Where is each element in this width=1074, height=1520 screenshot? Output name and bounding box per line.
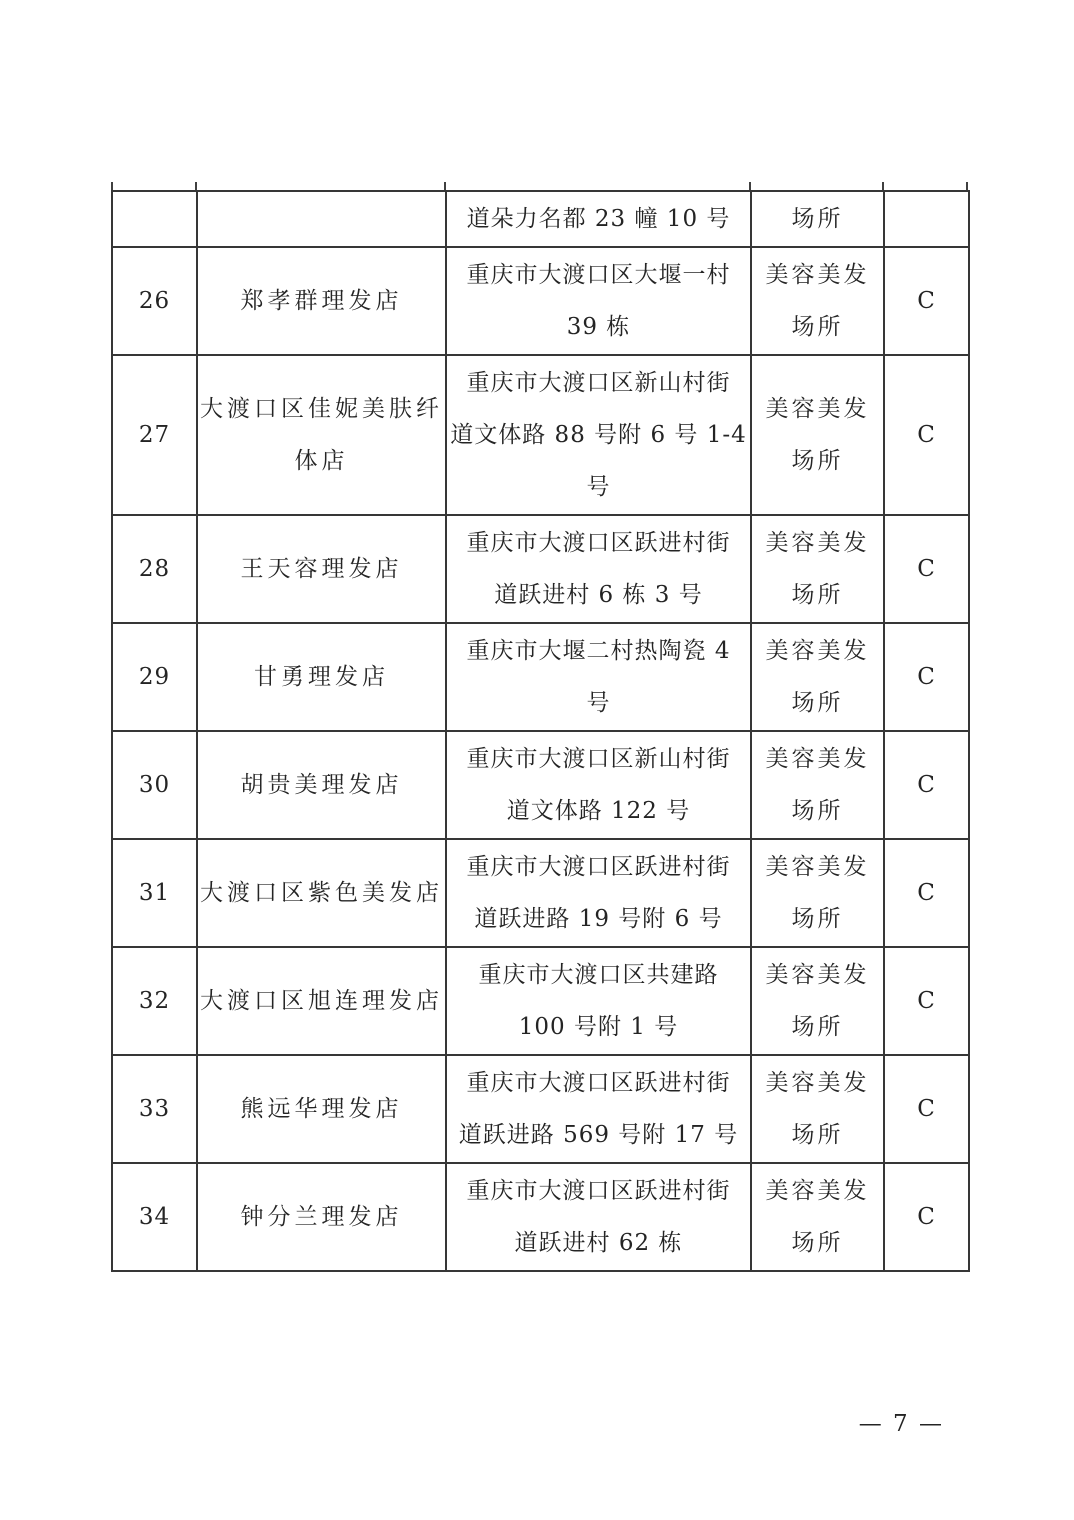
address-cell [446, 731, 751, 839]
venue-table [111, 190, 970, 1272]
name-cell [197, 623, 446, 731]
cell-line: 道跃进村 62 栋 [514, 1230, 683, 1256]
name-cell [197, 731, 446, 839]
grade-cell [884, 1055, 969, 1163]
grade-cell [884, 731, 969, 839]
grade-cell [884, 623, 969, 731]
cell-line: 道跃进路 19 号附 6 号 [474, 906, 723, 932]
table-row [112, 1163, 969, 1271]
cell-line: 道文体路 122 号 [506, 798, 691, 824]
type-cell [751, 515, 884, 623]
type-cell [751, 623, 884, 731]
name-cell [197, 947, 446, 1055]
type-cell [751, 1163, 884, 1271]
cell-line: 体店 [294, 448, 349, 474]
num-cell [112, 1055, 197, 1163]
cell-line: 美容美发 [765, 1178, 870, 1204]
page-number: — 7 — [858, 1411, 944, 1437]
grade-cell [884, 1163, 969, 1271]
cell-line: 重庆市大渡口区跃进村街 [466, 1178, 731, 1204]
name-cell [197, 191, 446, 247]
grade-cell [884, 947, 969, 1055]
cell-line: 31 [138, 880, 171, 906]
cell-line: 郑孝群理发店 [240, 288, 403, 314]
num-cell [112, 839, 197, 947]
cell-line: 熊远华理发店 [240, 1096, 403, 1122]
cell-line: C [917, 1204, 936, 1230]
cell-line: 场所 [791, 314, 844, 340]
cell-line: 美容美发 [765, 962, 870, 988]
cell-line: 场所 [791, 448, 844, 474]
cell-line: 美容美发 [765, 530, 870, 556]
cell-line: 重庆市大堰二村热陶瓷 4 [466, 638, 731, 664]
table-row-continued [112, 191, 969, 247]
cell-line: 重庆市大渡口区新山村街 [466, 370, 731, 396]
table-row [112, 247, 969, 355]
address-cell [446, 1163, 751, 1271]
name-cell [197, 247, 446, 355]
cell-line: 29 [138, 664, 171, 690]
num-cell [112, 731, 197, 839]
type-cell [751, 839, 884, 947]
cell-line: 王天容理发店 [240, 556, 403, 582]
cell-line: C [917, 288, 936, 314]
cell-line: 美容美发 [765, 262, 870, 288]
name-cell [197, 1163, 446, 1271]
address-cell [446, 515, 751, 623]
grade-cell [884, 515, 969, 623]
table-row [112, 1055, 969, 1163]
address-cell [446, 247, 751, 355]
cell-line: 场所 [791, 1230, 844, 1256]
address-cell [446, 839, 751, 947]
cell-line: 32 [138, 988, 171, 1014]
cell-line: 39 栋 [566, 314, 631, 340]
cell-line: C [917, 422, 936, 448]
grade-cell [884, 355, 969, 515]
table-row [112, 355, 969, 515]
cell-line: C [917, 772, 936, 798]
cell-line: 重庆市大渡口区跃进村街 [466, 854, 731, 880]
num-cell [112, 947, 197, 1055]
address-cell [446, 623, 751, 731]
cell-line: 场所 [791, 1014, 844, 1040]
cell-line: 美容美发 [765, 396, 870, 422]
cell-line: 大渡口区佳妮美肤纤 [200, 396, 443, 422]
cell-line: 重庆市大渡口区大堰一村 [466, 262, 731, 288]
cell-line: 30 [138, 772, 171, 798]
address-cell [446, 191, 751, 247]
cell-line: 道跃进村 6 栋 3 号 [494, 582, 703, 608]
cell-line: 甘勇理发店 [254, 664, 389, 690]
cell-line: 100 号附 1 号 [518, 1014, 679, 1040]
cell-line: C [917, 664, 936, 690]
cell-line: 号 [586, 690, 611, 716]
cell-line: 大渡口区旭连理发店 [200, 988, 443, 1014]
cell-line: C [917, 556, 936, 582]
cell-line: 27 [138, 422, 171, 448]
cell-line: 美容美发 [765, 854, 870, 880]
grade-cell [884, 247, 969, 355]
grade-cell [884, 839, 969, 947]
num-cell [112, 191, 197, 247]
cell-line: 场所 [791, 798, 844, 824]
type-cell [751, 947, 884, 1055]
cell-line: 大渡口区紫色美发店 [200, 880, 443, 906]
table-row [112, 839, 969, 947]
type-cell [751, 247, 884, 355]
address-cell [446, 355, 751, 515]
table-row [112, 515, 969, 623]
table-row [112, 731, 969, 839]
cell-line: 重庆市大渡口区跃进村街 [466, 530, 731, 556]
cell-line: 美容美发 [765, 1070, 870, 1096]
cell-line: 重庆市大渡口区跃进村街 [466, 1070, 731, 1096]
cell-line: 场所 [791, 1122, 844, 1148]
cell-line: 重庆市大渡口区共建路 [478, 962, 719, 988]
cell-line: 34 [138, 1204, 171, 1230]
cell-line: 道跃进路 569 号附 17 号 [458, 1122, 739, 1148]
cell-line: 号 [586, 474, 611, 500]
cell-line: 胡贵美理发店 [240, 772, 403, 798]
cell-line: 美容美发 [765, 638, 870, 664]
num-cell [112, 247, 197, 355]
cell-line: 道文体路 88 号附 6 号 1-4 [450, 422, 747, 448]
num-cell [112, 1163, 197, 1271]
cell-line: 28 [138, 556, 171, 582]
cell-line: 钟分兰理发店 [240, 1204, 403, 1230]
type-cell [751, 191, 884, 247]
cell-line: C [917, 988, 936, 1014]
venue-table-body [112, 191, 969, 1271]
cell-line: C [917, 1096, 936, 1122]
num-cell [112, 515, 197, 623]
type-cell [751, 731, 884, 839]
name-cell [197, 355, 446, 515]
cell-line: 场所 [791, 690, 844, 716]
cell-line: 场所 [791, 206, 844, 232]
type-cell [751, 1055, 884, 1163]
num-cell [112, 623, 197, 731]
table-row [112, 623, 969, 731]
cell-line: 道朵力名都 23 幢 10 号 [466, 206, 731, 232]
address-cell [446, 1055, 751, 1163]
type-cell [751, 355, 884, 515]
name-cell [197, 1055, 446, 1163]
cell-line: 26 [138, 288, 171, 314]
cell-line: C [917, 880, 936, 906]
grade-cell [884, 191, 969, 247]
cell-line: 场所 [791, 906, 844, 932]
cell-line: 场所 [791, 582, 844, 608]
cell-line: 美容美发 [765, 746, 870, 772]
table-row [112, 947, 969, 1055]
cell-line: 33 [138, 1096, 171, 1122]
num-cell [112, 355, 197, 515]
name-cell [197, 515, 446, 623]
page-footer [0, 1411, 944, 1437]
name-cell [197, 839, 446, 947]
address-cell [446, 947, 751, 1055]
cell-line: 重庆市大渡口区新山村街 [466, 746, 731, 772]
